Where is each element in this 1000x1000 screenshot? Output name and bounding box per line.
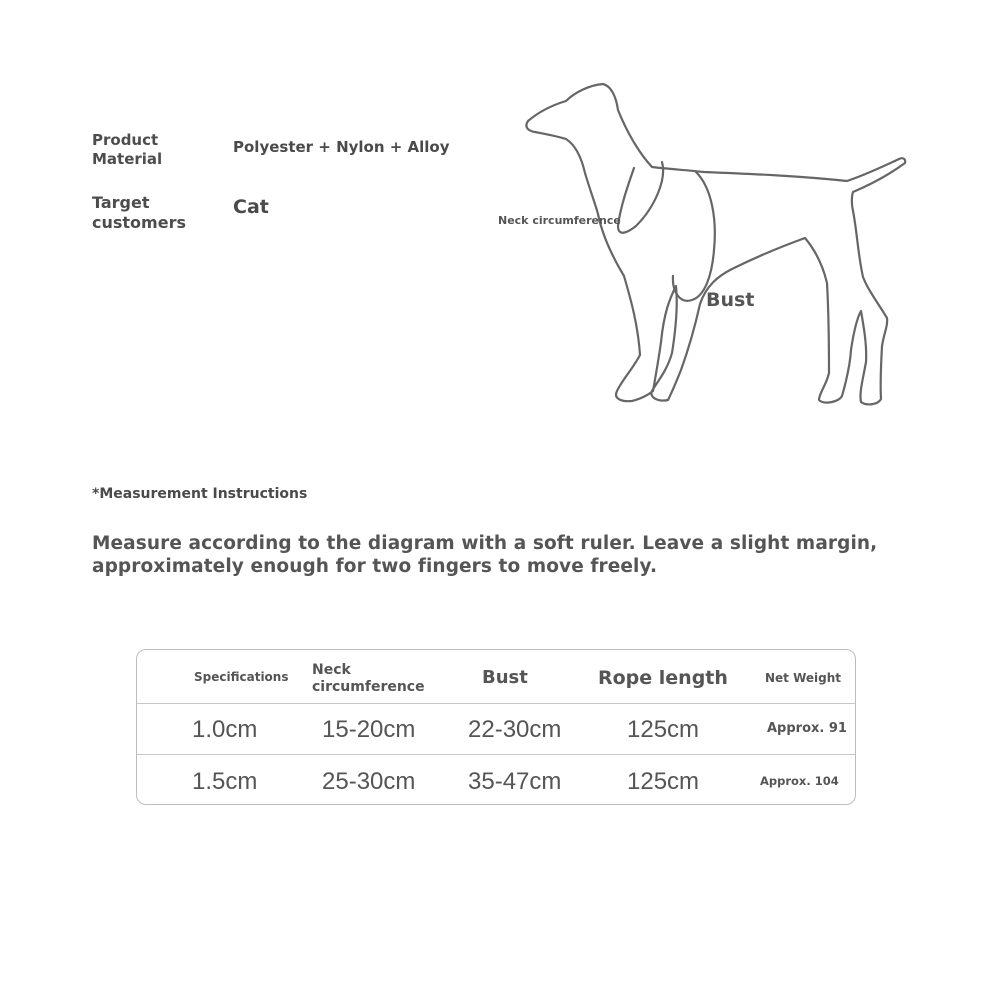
table-cell-neck: 25-30cm [322, 768, 416, 795]
table-cell-rope: 125cm [627, 716, 700, 743]
target-label-line1: Target [92, 193, 150, 212]
table-cell-weight: Approx. 91 [767, 721, 847, 736]
header-bust: Bust [482, 667, 528, 688]
table-cell-neck: 15-20cm [322, 716, 416, 743]
table-cell-rope: 125cm [627, 768, 700, 795]
target-label-line2: customers [92, 213, 186, 232]
instructions-line1: Measure according to the diagram with a soft ruler. Leave a slight margin, [92, 533, 878, 554]
size-table [136, 649, 856, 805]
table-cell-spec: 1.0cm [192, 716, 258, 743]
neck-circumference-label: Neck circumference [498, 214, 621, 227]
bust-label: Bust [706, 289, 755, 311]
table-cell-bust: 22-30cm [468, 716, 562, 743]
header-neck-line2: circumference [312, 679, 425, 695]
table-cell-spec: 1.5cm [192, 768, 258, 795]
instructions-body [92, 532, 877, 578]
bust-measurement-line [673, 172, 715, 301]
neck-measurement-line [618, 162, 663, 233]
header-rope-length: Rope length [598, 667, 728, 689]
header-neck-line1: Neck [312, 662, 351, 678]
instructions-line2: approximately enough for two fingers to move freely. [92, 556, 658, 577]
header-net-weight: Net Weight [765, 671, 842, 685]
material-label-line1: Product [92, 131, 159, 149]
material-value: Polyester + Nylon + Alloy [233, 138, 450, 156]
table-cell-bust: 35-47cm [468, 768, 562, 795]
table-cell-weight: Approx. 104 [760, 774, 839, 788]
table-divider [137, 703, 855, 704]
target-value: Cat [233, 196, 269, 218]
header-neck-circumference [312, 662, 425, 696]
dog-outline [526, 84, 905, 404]
table-divider [137, 754, 855, 755]
material-label-line2: Material [92, 150, 163, 168]
instructions-title: *Measurement Instructions [92, 486, 308, 502]
header-specifications: Specifications [194, 670, 289, 684]
